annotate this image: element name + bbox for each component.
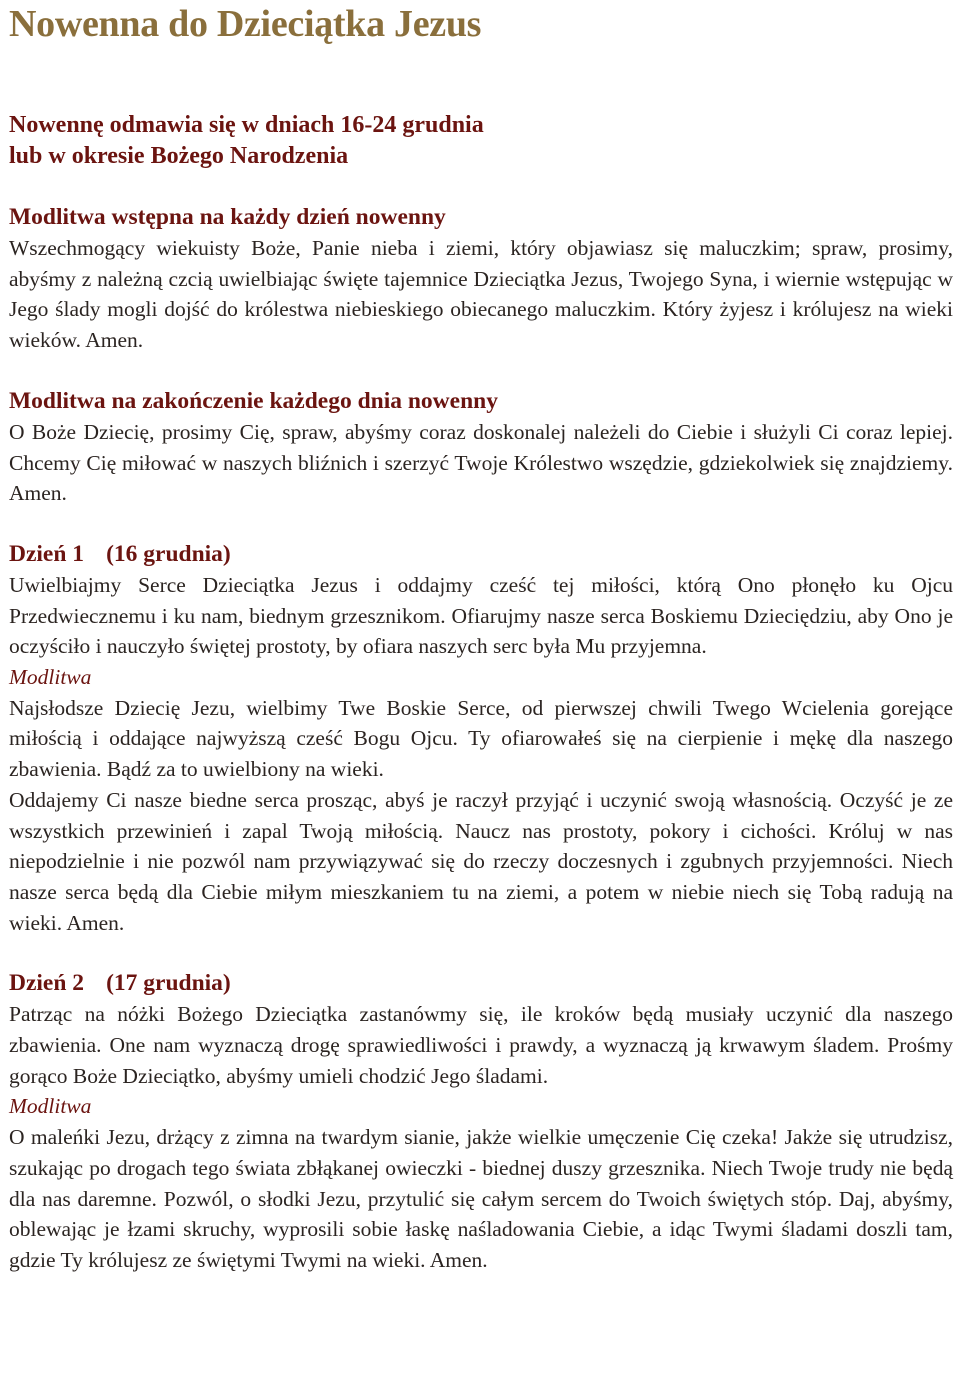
day-1-prayer-label: Modlitwa (9, 665, 92, 690)
day-2-date: (17 grudnia) (106, 970, 231, 997)
day-1-prayer-paragraph-2: Oddajemy Ci nasze biedne serca prosząc, abyś je raczył przyjąć i uczynić swoją własnością. Oczyść je ze wszystkich przewinień i zapal Twoją miłością. Naucz nas prostoty, pokory i cichości. Króluj w nas niepodzielnie i nie pozwól nam przywiązywać się do rzeczy doczesnych i zgubnych przyjemności. Niech nasze serca będą dla Ciebie miłym mieszkaniem tu na ziemi, a potem w niebie niech się Tobą radują na wieki. Amen. (9, 787, 953, 935)
intro-line-1: Nowennę odmawia się w dniach 16-24 grudnia (9, 112, 484, 138)
day-2-meditation: Patrząc na nóżki Bożego Dzieciątka zastanówmy się, ile kroków będą musiały uczynić dla naszego zbawienia. One nam wyznaczą drogę sprawiedliwości i prawdy, a wyznaczą ją krwawym śladem. Prośmy gorąco Boże Dzieciątko, abyśmy umieli chodzić Jego śladami. (9, 1002, 953, 1088)
closing-prayer-heading: Modlitwa na zakończenie każdego dnia nowenny (9, 387, 498, 414)
day-1-prayer-paragraph-1: Najsłodsze Dziecię Jezu, wielbimy Twe Boskie Serce, od pierwszej chwili Twego Wcielenia gorejące miłością i oddające najwyższą cześć Bogu Ojcu. Ty ofiarowałeś się na cierpienie i mękę dla naszego zbawienia. Bądź za to uwielbiony na wieki. (9, 695, 953, 782)
document-page (9, 0, 953, 1276)
page-title: Nowenna do Dzieciątka Jezus (9, 3, 482, 45)
opening-prayer-text: Wszechmogący wiekuisty Boże, Panie nieba i ziemi, który objawiasz się maluczkim; spraw, prosimy, abyśmy z należną czcią uwielbiając święte tajemnice Dzieciątka Jezus, Twojego Syna, i wiernie wstępując w Jego ślady mogli dojść do królestwa niebieskiego obiecanego maluczkim. Który żyjesz i królujesz na wieki wieków. Amen. (9, 236, 953, 353)
day-2-section (9, 968, 953, 1275)
day-2-heading (9, 968, 953, 999)
opening-prayer-section (9, 202, 953, 356)
day-1-date: (16 grudnia) (106, 540, 231, 567)
closing-prayer-text: O Boże Dziecię, prosimy Cię, spraw, abyśmy coraz doskonalej należeli do Ciebie i służyli Ci coraz lepiej. Chcemy Cię miłować w naszych bliźnich i szerzyć Twoje Królestwo wszędzie, gdziekolwiek się znajdziemy. Amen. (9, 419, 953, 506)
day-2-label: Dzień 2 (9, 970, 85, 997)
day-1-meditation: Uwielbiajmy Serce Dzieciątka Jezus i oddajmy cześć tej miłości, którą Ono płonęło ku Ojcu Przedwiecznemu i ku nam, biednym grzesznikom. Ofiarujmy nasze serca Boskiemu Dzieciędziu, aby Ono je oczyściło i nauczyło świętej prostoty, by ofiara naszych serc była Mu przyjemna. (9, 572, 953, 659)
intro-line-2: lub w okresie Bożego Narodzenia (9, 143, 349, 169)
opening-prayer-heading: Modlitwa wstępna na każdy dzień nowenny (9, 204, 446, 230)
day-2-prayer-paragraph-1: O maleńki Jezu, drżący z zimna na twardym sianie, jakże wielkie umęczenie Cię czeka! Jakże się utrudzisz, szukając po drogach tego świata zbłąkanej owieczki - biednej duszy grzesznika. Niech Twoje trudy nie będą dla nas daremne. Pozwól, o słodki Jezu, przytulić się całym sercem do Twoich świętych stóp. Daj, abyśmy, oblewając je łzami skruchy, wyprosili sobie łaskę naśladowania Ciebie, a idąc Twymi śladami doszli tam, gdzie Ty królujesz ze świętymi Twymi na wieki. Amen. (9, 1125, 953, 1272)
day-1-section (9, 539, 953, 938)
day-2-prayer-label: Modlitwa (9, 1094, 92, 1119)
day-1-label: Dzień 1 (9, 540, 85, 567)
closing-prayer-section (9, 386, 953, 509)
day-1-heading (9, 539, 953, 570)
intro-note (9, 110, 953, 172)
